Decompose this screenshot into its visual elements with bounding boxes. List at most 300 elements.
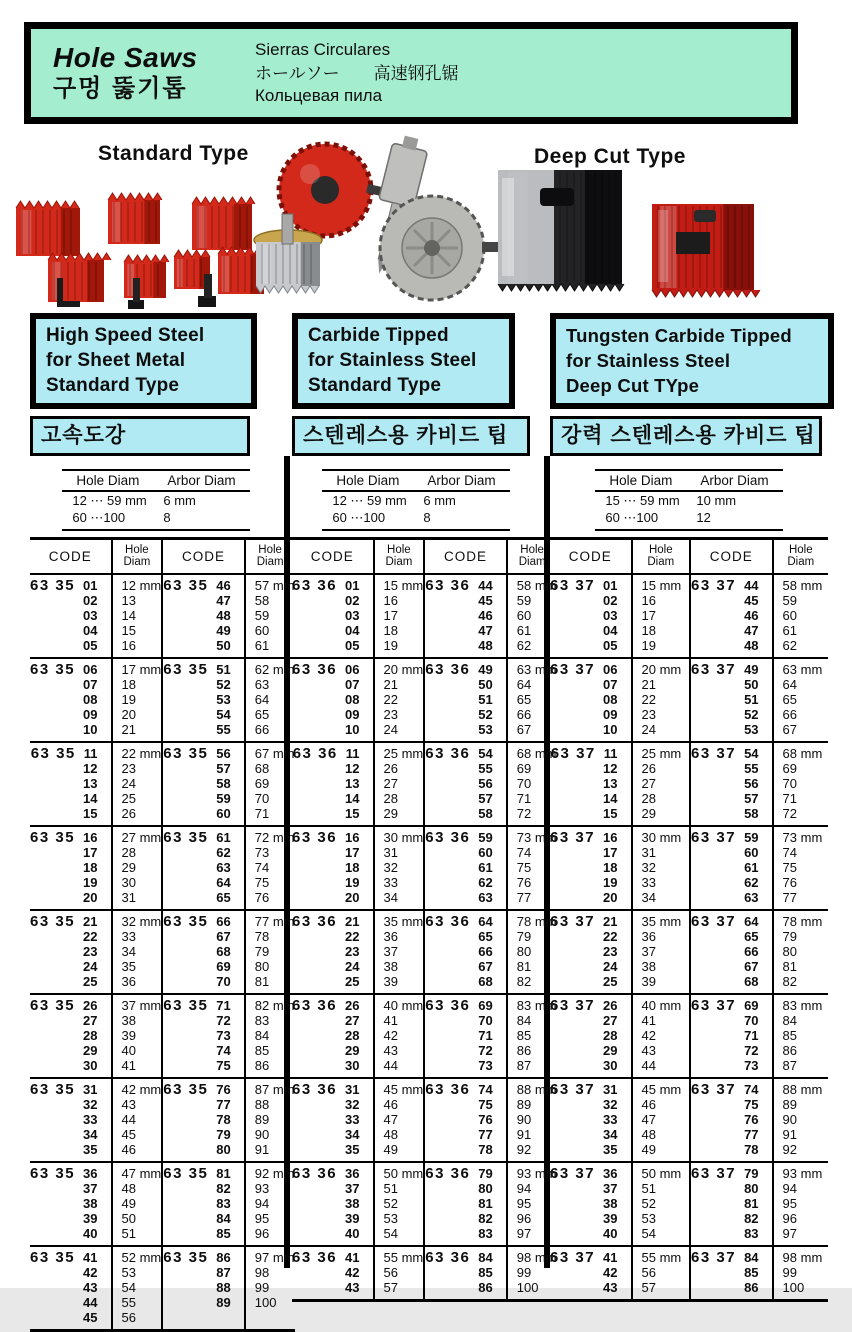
hole-diam-cell: 39 [112,1028,163,1043]
code-cell: 45 [690,593,773,608]
hole-diam-cell: 60 [254,623,270,638]
code-cell: 77 [162,1097,245,1112]
code-cell: 30 [292,1058,374,1078]
hole-diam-cell: 35 mm [374,910,425,929]
hole-diam-cell: 79 [782,929,798,944]
hole-diam-cell: 66 [782,707,798,722]
code-group [550,994,828,1078]
table-row [550,875,828,890]
table-row [292,692,557,707]
code-cell: 23 [30,944,112,959]
table-row [30,860,295,875]
code-cell: 82 [162,1181,245,1196]
hole-diam-cell: 89 [254,1112,270,1127]
code-cell: 63 [690,890,773,910]
code-cell: 63 37 59 [690,826,773,845]
hole-diam-cell: 17 [632,608,691,623]
deep-cut-red-saw-image [652,204,760,297]
hole-diam-cell: 61 [782,623,798,638]
page-title-korean: 구멍 뚫기톱 [53,75,188,102]
table-row [292,608,557,623]
hole-diam-cell: 41 [374,1013,425,1028]
hole-diam-cell: 50 [112,1211,163,1226]
hole-diam-cell: 30 mm [632,826,691,845]
code-column-header: CODE [30,539,112,575]
hole-diam-cell: 43 [374,1043,425,1058]
hole-diam-cell: 53 [112,1265,163,1280]
arbor-table-area [292,469,540,531]
table-row [292,761,557,776]
table-row [550,593,828,608]
code-cell: 14 [292,791,374,806]
code-cell: 24 [550,959,632,974]
code-cell: 76 [424,1112,507,1127]
hole-diam-cell: 87 [516,1058,532,1073]
table-row [550,638,828,658]
table-row [292,860,557,875]
code-cell: 75 [424,1097,507,1112]
hole-diam-cell: 78 mm [516,914,557,929]
table-row [292,959,557,974]
hole-diam-cell: 36 [632,929,691,944]
arbor-table-area [550,469,828,531]
code-cell: 43 [292,1280,374,1301]
code-cell: 17 [30,845,112,860]
code-cell: 50 [690,677,773,692]
hole-diam-cell: 94 [516,1181,532,1196]
hole-diam-cell: 61 [254,638,270,653]
code-cell: 34 [550,1127,632,1142]
code-cell: 10 [30,722,112,742]
hole-diam-cell: 27 mm [112,826,163,845]
code-cell: 34 [30,1127,112,1142]
hole-diam-cell: 54 [374,1226,425,1246]
table-row [292,994,557,1013]
code-cell: 35 [30,1142,112,1162]
hole-diam-cell: 48 [374,1127,425,1142]
hole-diam-cell: 32 [374,860,425,875]
arbor-row: 12 ⋯ 59 mm 6 mm [72,493,196,508]
code-cell: 66 [424,944,507,959]
code-cell: 85 [162,1226,245,1246]
hole-diam-cell: 34 [632,890,691,910]
code-cell: 20 [292,890,374,910]
table-row [30,1013,295,1028]
code-cell: 09 [30,707,112,722]
hole-diam-cell: 70 [516,776,532,791]
code-cell: 46 [424,608,507,623]
code-cell: 57 [690,791,773,806]
code-cell: 78 [162,1112,245,1127]
table-row [30,1162,295,1181]
table-row [292,574,557,593]
table-row [550,929,828,944]
section-title: High Speed Steel for Sheet Metal Standard Type [30,313,257,409]
code-group [30,1162,295,1246]
section-subtitle-korean: 강력 스텐레스용 카비드 팁 [550,416,822,456]
section-subtitle-korean: 고속도강 [30,416,250,456]
code-cell: 47 [424,623,507,638]
hole-diam-cell: 45 mm [632,1078,691,1097]
hole-diam-cell: 84 [254,1028,270,1043]
code-cell: 63 35 66 [162,910,245,929]
code-cell: 27 [550,1013,632,1028]
hole-diam-cell: 38 [632,959,691,974]
hole-diam-cell: 54 [632,1226,691,1246]
code-cell: 71 [690,1028,773,1043]
code-cell: 83 [424,1226,507,1246]
code-cell: 43 [30,1280,112,1295]
code-group [292,994,557,1078]
code-cell: 63 35 56 [162,742,245,761]
table-row [550,860,828,875]
code-cell: 80 [690,1181,773,1196]
table-row [550,890,828,910]
code-cell: 25 [550,974,632,994]
hole-diam-cell: 68 mm [516,746,557,761]
code-cell: 67 [162,929,245,944]
hole-diam-cell: 92 [782,1142,798,1157]
code-cell: 63 35 86 [162,1246,245,1265]
section-title: Carbide Tipped for Stainless Steel Standard Type [292,313,515,409]
hole-saw-code-table [292,537,557,1302]
code-cell: 08 [30,692,112,707]
code-cell: 40 [550,1226,632,1246]
hole-diam-cell: 89 [782,1097,798,1112]
hole-diam-column-header: Hole Diam [773,539,828,575]
hole-diam-cell: 88 mm [782,1082,823,1097]
hole-diam-cell: 22 [374,692,425,707]
table-row [550,845,828,860]
code-cell: 63 37 41 [550,1246,632,1265]
table-row [30,910,295,929]
table-row [550,1181,828,1196]
code-cell: 56 [690,776,773,791]
code-cell: 73 [690,1058,773,1078]
hole-diam-cell: 14 [112,608,163,623]
code-cell: 35 [550,1142,632,1162]
code-cell: 19 [292,875,374,890]
code-cell: 65 [424,929,507,944]
code-cell: 63 36 16 [292,826,374,845]
table-row [550,944,828,959]
hole-diam-cell: 39 [632,974,691,994]
metal-cutter-disc-image [380,196,516,300]
code-cell: 09 [292,707,374,722]
code-cell: 15 [292,806,374,826]
code-cell: 02 [550,593,632,608]
table-row [292,1211,557,1226]
deep-cut-type-label: Deep Cut Type [534,145,686,168]
hole-diam-cell: 26 [374,761,425,776]
code-cell: 37 [292,1181,374,1196]
hole-diam-cell: 62 [782,638,798,653]
hole-diam-cell: 39 [374,974,425,994]
table-row [292,707,557,722]
hole-diam-cell: 18 [374,623,425,638]
code-cell: 67 [690,959,773,974]
hole-diam-cell: 48 [632,1127,691,1142]
code-cell: 10 [550,722,632,742]
code-cell: 08 [550,692,632,707]
hole-diam-cell: 17 mm [112,658,163,677]
hole-diam-cell: 67 [516,722,532,737]
code-cell: 63 36 59 [424,826,507,845]
code-cell: 39 [292,1211,374,1226]
code-cell: 75 [162,1058,245,1078]
table-row [30,658,295,677]
table-row [30,593,295,608]
hole-diam-cell: 82 [782,974,798,989]
table-row [30,761,295,776]
code-group [292,658,557,742]
code-cell: 45 [424,593,507,608]
hole-diam-cell: 56 [632,1265,691,1280]
code-cell: 28 [30,1028,112,1043]
code-cell: 57 [424,791,507,806]
table-row [292,638,557,658]
hole-diam-cell: 47 [374,1112,425,1127]
code-cell: 33 [550,1112,632,1127]
code-group [30,1246,295,1331]
code-column-header: CODE [292,539,374,575]
table-row [550,806,828,826]
code-cell: 71 [424,1028,507,1043]
hole-diam-cell: 38 [112,1013,163,1028]
code-cell: 59 [162,791,245,806]
code-cell: 07 [550,677,632,692]
code-group [292,1162,557,1246]
table-row [292,1265,557,1280]
code-cell: 52 [424,707,507,722]
code-cell: 24 [292,959,374,974]
table-row [550,707,828,722]
code-cell: 17 [292,845,374,860]
hole-diam-cell: 37 [632,944,691,959]
code-cell: 23 [292,944,374,959]
code-cell: 83 [690,1226,773,1246]
deep-cut-chrome-saw-image [498,170,624,291]
code-cell: 63 36 54 [424,742,507,761]
hole-diam-cell: 23 [112,761,163,776]
table-row [550,1226,828,1246]
table-row [550,1058,828,1078]
code-cell: 42 [30,1265,112,1280]
table-row [30,623,295,638]
hole-diam-cell: 13 [112,593,163,608]
code-cell: 24 [30,959,112,974]
hole-diam-cell: 86 [782,1043,798,1058]
table-row [550,692,828,707]
table-row [550,910,828,929]
hole-diam-cell: 97 mm [254,1250,295,1265]
hole-diam-cell: 25 [112,791,163,806]
hole-diam-cell: 63 mm [782,662,823,677]
code-cell: 81 [690,1196,773,1211]
hole-diam-cell: 75 [254,875,270,890]
table-row [30,890,295,910]
hole-diam-cell: 51 [374,1181,425,1196]
hole-diam-cell: 73 [254,845,270,860]
code-cell: 10 [292,722,374,742]
code-cell: 50 [162,638,245,658]
code-cell: 53 [162,692,245,707]
arbor-row: 60 ⋯100 12 [605,510,711,525]
code-cell: 77 [424,1127,507,1142]
hole-diam-cell: 69 [254,776,270,791]
product-photo-band [0,128,852,310]
hole-diam-cell: 42 [374,1028,425,1043]
code-cell: 58 [690,806,773,826]
code-cell: 63 36 44 [424,574,507,593]
hole-diam-cell: 41 [632,1013,691,1028]
table-row [550,959,828,974]
table-row [292,1226,557,1246]
code-cell: 72 [690,1043,773,1058]
hole-diam-cell: 24 [112,776,163,791]
hole-diam-cell: 85 [516,1028,532,1043]
code-group [550,1078,828,1162]
hole-saw-code-table [30,537,295,1332]
code-cell: 79 [162,1127,245,1142]
table-row [292,826,557,845]
code-cell: 62 [424,875,507,890]
code-cell: 61 [690,860,773,875]
code-cell: 73 [424,1058,507,1078]
hole-diam-cell: 96 [516,1211,532,1226]
hole-diam-cell: 85 [254,1043,270,1058]
hole-diam-cell: 16 [112,638,163,658]
code-cell: 82 [690,1211,773,1226]
code-group [30,658,295,742]
code-group [30,574,295,658]
code-cell: 43 [550,1280,632,1301]
code-cell: 63 37 84 [690,1246,773,1265]
code-cell: 86 [690,1280,773,1301]
table-row [30,994,295,1013]
table-row [550,1078,828,1097]
hole-diam-cell: 99 [782,1265,798,1280]
hole-diam-cell: 75 [782,860,798,875]
hole-diam-cell: 80 [782,944,798,959]
hole-diam-cell: 49 [632,1142,691,1162]
hole-diam-cell: 81 [254,974,270,989]
hole-diam-cell: 67 [782,722,798,737]
code-group [550,658,828,742]
code-cell: 30 [550,1058,632,1078]
hole-diam-cell: 71 [254,806,270,821]
code-cell: 80 [424,1181,507,1196]
hole-diam-cell: 44 [632,1058,691,1078]
hole-diam-cell: 63 [254,677,270,692]
code-cell: 48 [162,608,245,623]
code-cell: 22 [550,929,632,944]
code-cell: 63 35 61 [162,826,245,845]
hole-diam-cell: 42 mm [112,1078,163,1097]
code-cell: 05 [292,638,374,658]
code-cell: 69 [162,959,245,974]
table-row [292,1112,557,1127]
code-cell: 72 [162,1013,245,1028]
hole-diam-cell: 92 [516,1142,532,1157]
table-row [550,1013,828,1028]
code-cell [162,1310,245,1331]
table-row [550,1246,828,1265]
arbor-row: 15 ⋯ 59 mm 10 mm [605,493,737,508]
hole-diam-cell: 34 [112,944,163,959]
code-cell: 62 [162,845,245,860]
code-cell: 12 [550,761,632,776]
table-row [292,1078,557,1097]
code-cell: 63 35 01 [30,574,112,593]
table-row [30,707,295,722]
table-row [30,1097,295,1112]
code-cell: 67 [424,959,507,974]
code-cell: 60 [162,806,245,826]
hole-diam-cell: 74 [254,860,270,875]
code-cell: 38 [30,1196,112,1211]
code-cell: 63 35 76 [162,1078,245,1097]
code-column-header: CODE [550,539,632,575]
hole-diam-cell: 67 mm [254,746,295,761]
hole-diam-cell: 76 [782,875,798,890]
hole-diam-cell: 75 [516,860,532,875]
code-cell: 63 37 64 [690,910,773,929]
code-cell: 63 37 49 [690,658,773,677]
hole-diam-cell: 78 [254,929,270,944]
table-row [550,623,828,638]
hole-diam-cell: 90 [516,1112,532,1127]
code-cell: 57 [162,761,245,776]
code-cell: 63 36 84 [424,1246,507,1265]
hole-diam-cell: 100 [782,1280,805,1295]
table-row [30,1295,295,1310]
code-group [550,910,828,994]
arbor-column-header: Hole Diam [322,470,413,491]
code-group [550,826,828,910]
code-cell: 53 [690,722,773,742]
table-row [30,875,295,890]
code-cell: 05 [550,638,632,658]
table-row [292,806,557,826]
code-column-header: CODE [424,539,507,575]
code-cell: 61 [424,860,507,875]
hole-diam-cell: 33 [112,929,163,944]
hole-diam-cell: 87 mm [254,1082,295,1097]
hole-diam-cell: 26 [112,806,163,826]
code-cell: 53 [424,722,507,742]
hole-diam-cell: 97 [516,1226,532,1241]
code-cell: 29 [292,1043,374,1058]
hole-diam-cell: 76 [254,890,270,905]
hole-diam-cell: 57 mm [254,578,295,593]
hole-diam-cell: 23 [632,707,691,722]
hole-diam-cell: 12 mm [112,574,163,593]
hole-diam-cell: 49 [112,1196,163,1211]
hole-diam-cell: 41 [112,1058,163,1078]
hole-diam-cell: 25 mm [374,742,425,761]
hole-diam-cell: 63 mm [516,662,557,677]
hole-diam-column-header: Hole Diam [374,539,425,575]
table-row [30,638,295,658]
code-cell: 28 [292,1028,374,1043]
subtitle-spanish: Sierras Circulares [255,40,391,59]
code-cell: 39 [550,1211,632,1226]
code-cell: 66 [690,944,773,959]
table-row [292,1043,557,1058]
table-row [292,658,557,677]
code-cell: 63 35 16 [30,826,112,845]
